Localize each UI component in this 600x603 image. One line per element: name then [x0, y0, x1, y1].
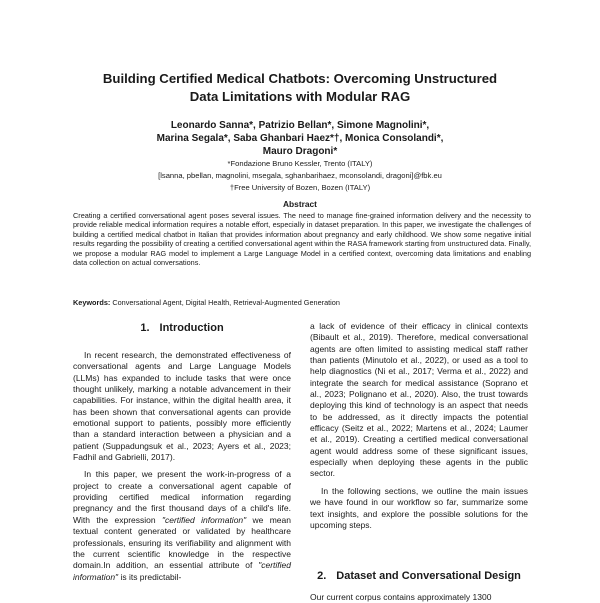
intro-paragraph-4: In the following sections, we outline the main issues we have found in our workflow so far, summarize some text insights, and explore the possible solutions for the upcoming steps. — [310, 485, 528, 530]
intro-p2-emphasis: "certified information" — [161, 514, 247, 525]
intro-p2-text-a: In this paper, we present the work-in-progress of a project to create a conversational agent capable of providing certified medical information regarding pregnancy and the first thousand days of a child's life. With the expression — [73, 469, 291, 525]
authors-line-2: Marina Segala*, Saba Ghanbari Haez*†, Monica Consolandi*, — [156, 133, 444, 144]
left-column — [73, 350, 291, 583]
right-column — [310, 321, 528, 531]
abstract-heading: Abstract — [283, 199, 317, 209]
intro-p2-emphasis-2: "certified information" — [73, 560, 291, 582]
keywords-list: Conversational Agent, Digital Health, Retrieval-Augmented Generation — [112, 298, 340, 307]
intro-paragraph-1: In recent research, the demonstrated effectiveness of conversational agents and Large Language Models (LLMs) has expanded to include tasks that were once thought unlikely, marking a notable advancement in their capabilities. For instance, within the digital health area, it has been shown that conversational agents can provide emotional support to patients, possibly more efficiently than a standard interaction between a physician and a patient (Suppadungsuk et al., 2023; Ayers et al., 2023; Fadhil and Gabrielli, 2017). — [73, 350, 291, 463]
section-1-number: 1. — [140, 322, 150, 334]
author-list — [90, 119, 510, 158]
section-2-number: 2. — [317, 570, 327, 582]
authors-line-1: Leonardo Sanna*, Patrizio Bellan*, Simone Magnolini*, — [170, 120, 430, 131]
section-2-heading — [310, 569, 528, 583]
section-2-title: Dataset and Conversational Design — [336, 570, 521, 582]
section-1-heading — [73, 321, 291, 335]
title-line-2: Data Limitations with Modular RAG — [189, 89, 411, 104]
affiliation-unibz: †Free University of Bozen, Bozen (ITALY) — [229, 183, 371, 192]
affiliation-fbk: *Fondazione Bruno Kessler, Trento (ITALY) — [227, 159, 373, 168]
intro-paragraph-3: a lack of evidence of their efficacy in clinical contexts (Bibault et al., 2019). Therefore, medical conversational agents are often limited to assisting medical staff rather than patients (Minutolo et al., 2022), or used as a tool to help diagnostics (Ni et al., 2017; Verma et al., 2022) and integrate the search for medical assistance (Soprano et al., 2023; Polignano et al., 2020). Also, the trust towards deploying this kind of technology is an aspect that needs to be addressed, as it directly impacts the potential efficacy (Seitz et al., 2022; Martens et al., 2024; Laumer et al., 2019). Creating a certified medical conversational agent would address some of these significant issues, especially when deploying these agents in the public sector. — [310, 321, 528, 479]
paper-title — [60, 70, 540, 106]
intro-paragraph-2 — [73, 469, 291, 582]
authors-line-3: Mauro Dragoni* — [262, 146, 338, 157]
intro-p2-text-b: we mean textual content generated or validated by healthcare professionals, ensuring its verifiability and alignment with the current scientific knowledge in the respective domain.In addition, an essential attribute of — [73, 514, 291, 571]
author-emails: [lsanna, pbellan, magnolini, msegala, sghanbarihaez, mconsolandi, dragoni]@fbk.eu — [158, 171, 442, 180]
title-line-1: Building Certified Medical Chatbots: Overcoming Unstructured — [102, 71, 498, 86]
keywords — [73, 298, 531, 308]
section-2-paragraph-start: Our current corpus contains approximately 1300 — [310, 592, 492, 602]
intro-p2-text-c: is its predictabil- — [118, 571, 182, 582]
keywords-label: Keywords: — [73, 298, 111, 307]
abstract-text: Creating a certified conversational agent poses several issues. The need to manage fine-grained information delivery and the necessity to provide reliable medical information requires a notable effort, especially in dataset preparation. In this paper, we investigate the challenges of building a certified medical chatbot in Italian that provides information about pregnancy and early childhood. We show some negative initial results regarding the possibility of creating a certified conversational agent within the RASA framework starting from unstructured data. Finally, we propose a modular RAG model to implement a Large Language Model in a certified context, overcoming data limitations and enabling data collection on actual conversations. — [73, 211, 531, 268]
section-1-title: Introduction — [159, 322, 224, 334]
